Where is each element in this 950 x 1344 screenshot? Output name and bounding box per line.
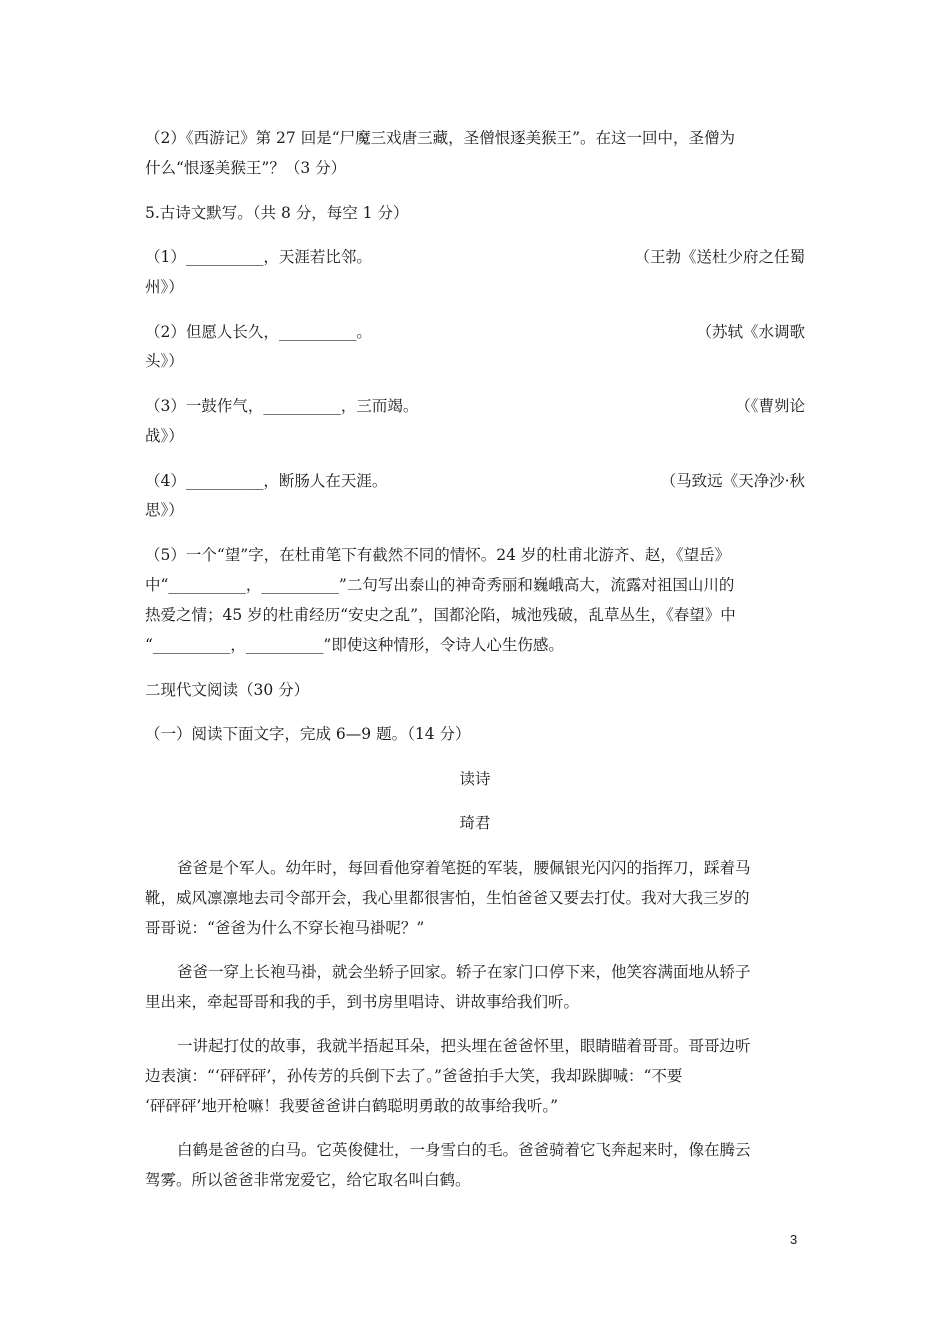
para1-line1: 爸爸是个军人。幼年时，每回看他穿着笔挺的军装，腰佩银光闪闪的指挥刀，踩着马 [177, 859, 751, 877]
q5-item-5-line2: 中“__________，__________”二句写出泰山的神奇秀丽和巍峨高大，流露对祖国山川的 [145, 576, 735, 594]
q5-item-1-source: （王勃《送杜少府之任蜀 [634, 248, 805, 266]
para2-line2: 里出来，牵起哥哥和我的手，到书房里唱诗、讲故事给我们听。 [145, 993, 580, 1011]
q5-title: 5.古诗文默写。（共 8 分，每空 1 分） [145, 204, 409, 222]
para3-line1: 一讲起打仗的故事，我就半捂起耳朵，把头埋在爸爸怀里，眼睛瞄着哥哥。哥哥边听 [177, 1037, 751, 1055]
para2-line1: 爸爸一穿上长袍马褂，就会坐轿子回家。轿子在家门口停下来，他笑容满面地从轿子 [177, 963, 751, 981]
q5-item-1-text: （1）__________，天涯若比邻。 [145, 248, 372, 266]
para4-line1: 白鹤是爸爸的白马。它英俊健壮，一身雪白的毛。爸爸骑着它飞奔起来时，像在腾云 [177, 1141, 751, 1159]
q5-item-3-source-end: 战》） [145, 427, 184, 445]
q5-item-5-line1: （5）一个“望”字，在杜甫笔下有截然不同的情怀。24 岁的杜甫北游齐、赵，《望岳》 [145, 546, 731, 564]
q5-item-2-source: （苏轼《水调歌 [696, 323, 805, 341]
q5-item-4 [145, 471, 805, 491]
para1-line3: 哥哥说：“爸爸为什么不穿长袍马褂呢？” [145, 919, 425, 937]
q5-item-3 [145, 396, 805, 416]
q5-item-4-source: （马致远《天净沙·秋 [660, 472, 805, 490]
section2-sub: （一）阅读下面文字，完成 6—9 题。（14 分） [145, 725, 471, 743]
q5-item-2 [145, 322, 805, 342]
q5-item-4-source-end: 思》） [145, 501, 184, 519]
para3-line2: 边表演：“‘砰砰砰’，孙传芳的兵倒下去了。”爸爸拍手大笑，我却跺脚喊：“不要 [145, 1067, 683, 1085]
section2-title: 二现代文阅读（30 分） [145, 681, 310, 699]
page-number: 3 [790, 1232, 798, 1247]
q5-item-4-text: （4）__________，断肠人在天涯。 [145, 472, 388, 490]
q5-item-5-line4: “__________，__________”即使这种情形，令诗人心生伤感。 [145, 636, 564, 654]
q5-item-3-text: （3）一鼓作气，__________，三而竭。 [145, 397, 419, 415]
para3-line3: ‘砰砰砰’地开枪嘛！我要爸爸讲白鹤聪明勇敢的故事给我听。” [145, 1097, 559, 1115]
article-author: 琦君 [459, 814, 491, 832]
q5-item-3-source: （《曹刿论 [735, 397, 805, 415]
q5-item-1-source-end: 州》） [145, 278, 184, 296]
q5-item-5-line3: 热爱之情；45 岁的杜甫经历“安史之乱”，国都沦陷，城池残破，乱草丛生，《春望》中 [145, 606, 736, 624]
article-title: 读诗 [459, 770, 491, 788]
q4-2-line1: （2）《西游记》第 27 回是“尸魔三戏唐三藏，圣僧恨逐美猴王”。在这一回中，圣僧为 [145, 129, 736, 147]
q5-item-2-text: （2）但愿人长久，__________。 [145, 323, 372, 341]
para1-line2: 靴，威风凛凛地去司令部开会，我心里都很害怕，生怕爸爸又要去打仗。我对大我三岁的 [145, 889, 750, 907]
para4-line2: 驾雾。所以爸爸非常宠爱它，给它取名叫白鹤。 [145, 1171, 471, 1189]
q5-item-2-source-end: 头》） [145, 352, 184, 370]
q4-2-line2: 什么“恨逐美猴王”？（3 分） [145, 159, 347, 177]
q5-item-1 [145, 247, 805, 267]
